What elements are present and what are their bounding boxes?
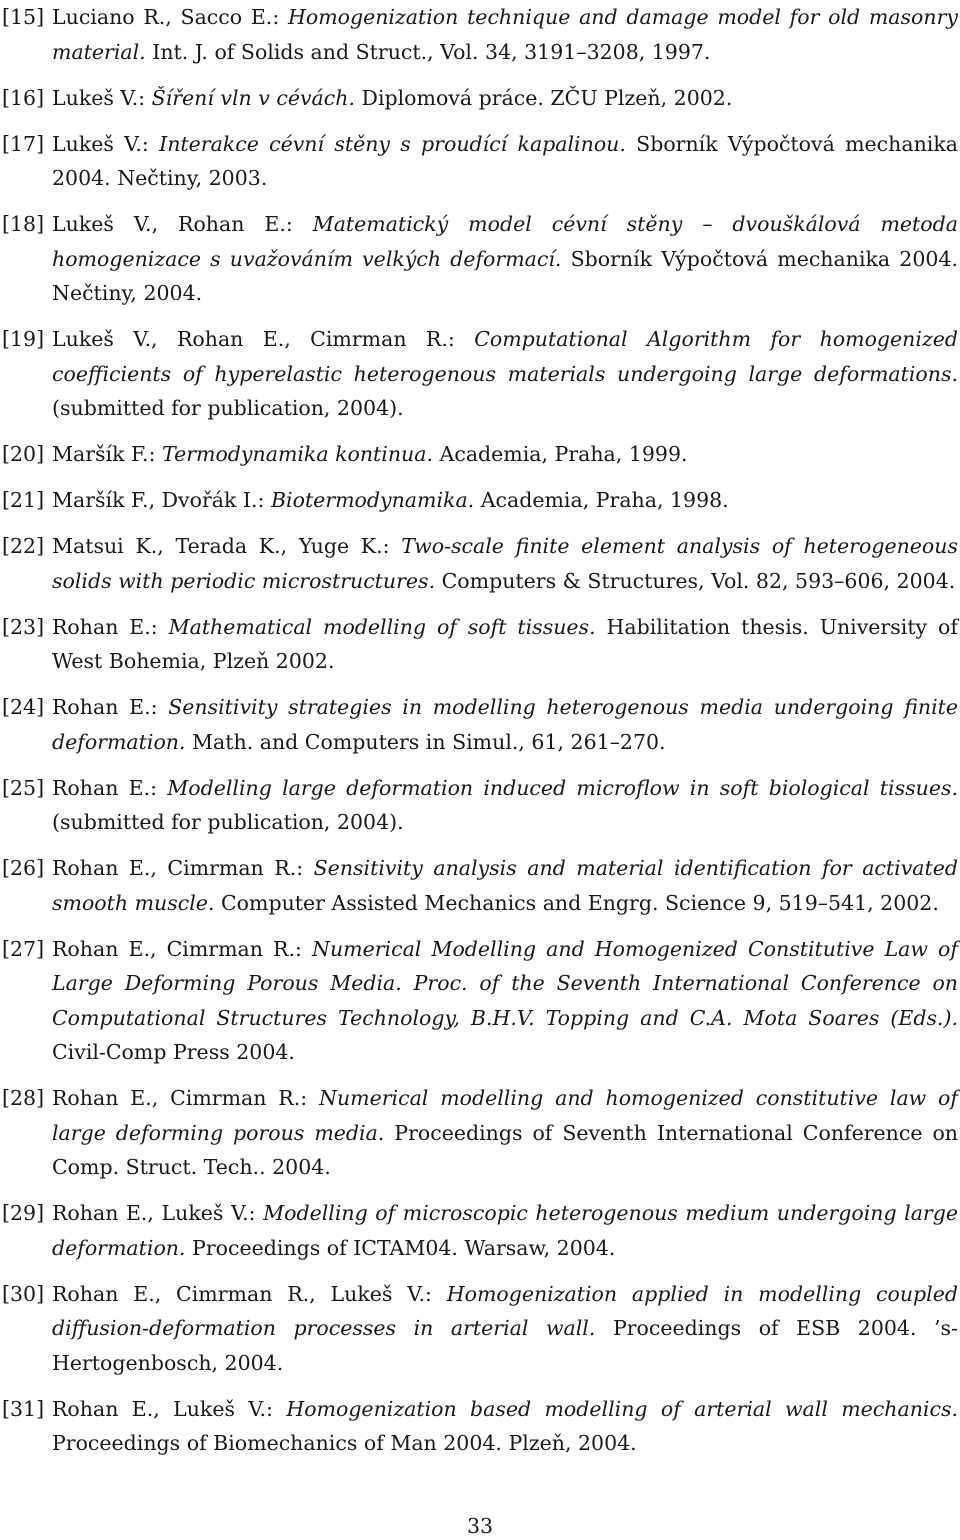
reference-text — [52, 1196, 958, 1265]
reference-details: Proceedings of ESB 2004. ’s-Hertogenbosch, 2004. — [52, 1316, 958, 1375]
reference-details: Int. J. of Solids and Struct., Vol. 34, 3191–3208, 1997. — [152, 39, 711, 64]
reference-item — [2, 1277, 958, 1381]
reference-title: Sensitivity strategies in modelling heterogenous media undergoing finite deformation. — [52, 695, 958, 754]
reference-item — [2, 1081, 958, 1185]
reference-text — [52, 690, 958, 759]
reference-item — [2, 1196, 958, 1265]
reference-number: [22] — [2, 534, 45, 558]
reference-number: [30] — [2, 1281, 45, 1306]
reference-title: Matematický model cévní stěny – dvouškálová metoda homogenizace s uvažováním velkých deformací. — [52, 212, 958, 271]
reference-details: Proceedings of Seventh International Conference on Comp. Struct. Tech.. 2004. — [52, 1120, 958, 1179]
reference-text — [52, 322, 958, 426]
reference-authors: Lukeš V., Rohan E., Cimrman R.: — [52, 327, 455, 351]
reference-title: Interakce cévní stěny s proudící kapalinou. — [159, 131, 626, 156]
reference-text — [52, 1277, 958, 1381]
reference-title: Homogenization technique and damage model for old masonry material. — [52, 5, 958, 64]
reference-text — [52, 0, 958, 69]
reference-details: Habilitation thesis. University of West Bohemia, Plzeň 2002. — [52, 614, 958, 673]
reference-number: [16] — [2, 85, 45, 110]
reference-item — [2, 127, 958, 196]
reference-item — [2, 851, 958, 920]
reference-number: [29] — [2, 1201, 45, 1225]
reference-title: Computational Algorithm for homogenized coefficients of hyperelastic heterogenous materials undergoing large deformations. — [52, 327, 958, 386]
reference-authors: Matsui K., Terada K., Yuge K.: — [52, 534, 390, 558]
reference-number: [31] — [2, 1396, 45, 1421]
reference-text — [52, 483, 958, 518]
reference-title: Two-scale finite element analysis of heterogeneous solids with periodic microstructures. — [52, 534, 958, 593]
reference-item — [2, 207, 958, 311]
reference-details: Proceedings of Biomechanics of Man 2004. Plzeň, 2004. — [52, 1431, 637, 1455]
reference-details: (submitted for publication, 2004). — [52, 396, 404, 420]
reference-number: [18] — [2, 212, 45, 236]
reference-details: Computer Assisted Mechanics and Engrg. Science 9, 519–541, 2002. — [220, 890, 939, 915]
reference-text — [52, 437, 958, 472]
reference-details: (submitted for publication, 2004). — [52, 810, 404, 834]
reference-details: Diplomová práce. ZČU Plzeň, 2002. — [361, 85, 733, 110]
reference-text — [52, 610, 958, 679]
reference-authors: Rohan E.: — [52, 695, 158, 719]
reference-authors: Rohan E.: — [52, 614, 158, 639]
reference-details: Academia, Praha, 1998. — [480, 488, 729, 512]
reference-number: [21] — [2, 488, 45, 512]
reference-authors: Luciano R., Sacco E.: — [52, 5, 280, 29]
reference-text — [52, 207, 958, 311]
reference-text — [52, 529, 958, 598]
reference-details: Civil-Comp Press 2004. — [52, 1040, 295, 1064]
reference-title: Modelling of microscopic heterogenous medium undergoing large deformation. — [52, 1201, 958, 1260]
reference-number: [15] — [2, 5, 45, 29]
reference-item — [2, 932, 958, 1070]
reference-authors: Maršík F., Dvořák I.: — [52, 488, 265, 512]
reference-title: Numerical Modelling and Homogenized Constitutive Law of Large Deforming Porous Media. Proc. of the Seventh International Conference on Computational Structures Technology, B.H.V. Topping and C.A. Mota Soares (Eds.). — [52, 936, 958, 1030]
reference-title: Termodynamika kontinua. — [162, 442, 433, 466]
reference-title: Homogenization based modelling of arterial wall mechanics. — [286, 1396, 958, 1421]
reference-number: [17] — [2, 131, 45, 156]
reference-title: Mathematical modelling of soft tissues. — [168, 614, 596, 639]
reference-item — [2, 483, 958, 518]
reference-number: [23] — [2, 614, 45, 639]
reference-authors: Rohan E., Cimrman R.: — [52, 936, 302, 961]
reference-text — [52, 771, 958, 840]
reference-item — [2, 1392, 958, 1461]
reference-title: Numerical modelling and homogenized constitutive law of large deforming porous media. — [52, 1086, 958, 1145]
reference-details: Math. and Computers in Simul., 61, 261–270. — [192, 729, 666, 754]
reference-number: [26] — [2, 856, 45, 880]
reference-authors: Lukeš V.: — [52, 85, 146, 110]
reference-authors: Rohan E., Cimrman R.: — [52, 856, 304, 880]
reference-details: Academia, Praha, 1999. — [439, 442, 688, 466]
reference-authors: Rohan E., Lukeš V.: — [52, 1396, 273, 1421]
reference-item — [2, 529, 958, 598]
reference-authors: Lukeš V.: — [52, 131, 149, 156]
reference-item — [2, 437, 958, 472]
reference-number: [28] — [2, 1086, 45, 1110]
reference-list — [2, 0, 958, 1472]
reference-details: Computers & Structures, Vol. 82, 593–606, 2004. — [441, 568, 956, 593]
reference-number: [25] — [2, 775, 45, 800]
reference-title: Homogenization applied in modelling coupled diffusion-deformation processes in arterial wall. — [52, 1281, 958, 1340]
reference-title: Šíření vln v cévách. — [151, 85, 355, 110]
reference-text — [52, 81, 958, 116]
reference-title: Biotermodynamika. — [270, 488, 475, 512]
reference-number: [27] — [2, 936, 45, 961]
reference-item — [2, 0, 958, 69]
reference-authors: Rohan E., Cimrman R., Lukeš V.: — [52, 1281, 432, 1306]
reference-item — [2, 322, 958, 426]
reference-number: [19] — [2, 327, 45, 351]
reference-item — [2, 690, 958, 759]
reference-authors: Rohan E., Lukeš V.: — [52, 1201, 256, 1225]
reference-item — [2, 771, 958, 840]
reference-text — [52, 1392, 958, 1461]
reference-authors: Maršík F.: — [52, 442, 156, 466]
reference-item — [2, 81, 958, 116]
reference-number: [24] — [2, 695, 45, 719]
reference-authors: Lukeš V., Rohan E.: — [52, 212, 293, 236]
reference-authors: Rohan E., Cimrman R.: — [52, 1086, 308, 1110]
reference-item — [2, 610, 958, 679]
reference-number: [20] — [2, 442, 45, 466]
reference-text — [52, 1081, 958, 1185]
page-number: 33 — [466, 1514, 494, 1538]
reference-details: Proceedings of ICTAM04. Warsaw, 2004. — [192, 1235, 616, 1260]
reference-details: Sborník Výpočtová mechanika 2004. Nečtiny, 2003. — [52, 131, 958, 190]
reference-title: Modelling large deformation induced microflow in soft biological tissues. — [167, 775, 958, 800]
reference-text — [52, 851, 958, 920]
reference-title: Sensitivity analysis and material identification for activated smooth muscle. — [52, 856, 959, 915]
reference-details: Sborník Výpočtová mechanika 2004. Nečtiny, 2004. — [52, 246, 958, 305]
reference-text — [52, 932, 958, 1070]
reference-text — [52, 127, 958, 196]
reference-authors: Rohan E.: — [52, 775, 158, 800]
